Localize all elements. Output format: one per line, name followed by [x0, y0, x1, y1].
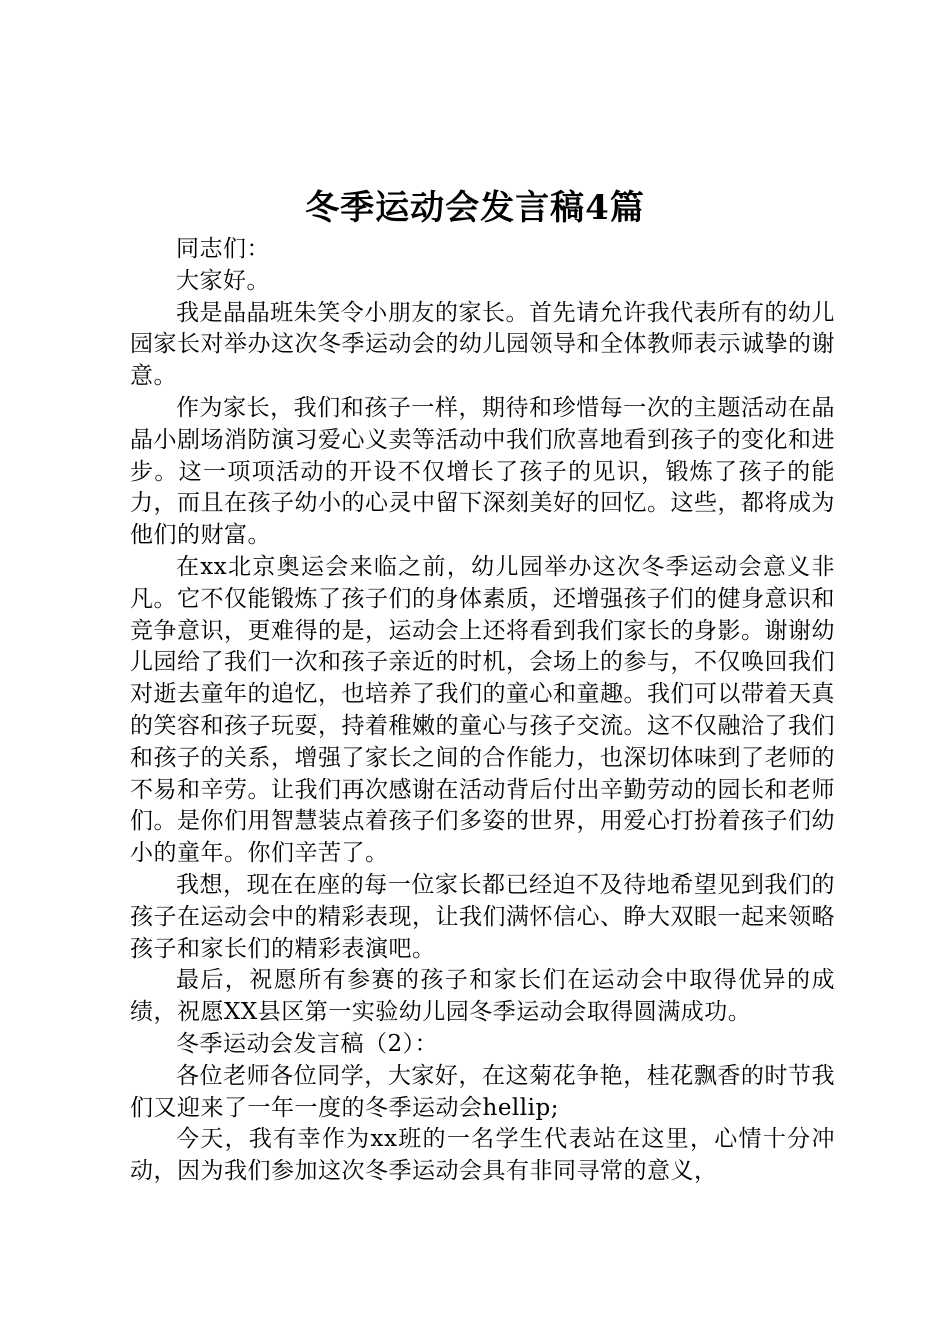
paragraph-parents: 作为家长，我们和孩子一样，期待和珍惜每一次的主题活动在晶晶小剧场消防演习爱心义卖等活动中我们欣喜地看到孩子的变化和进步。这一项项活动的开设不仅增长了孩子的见识，锻炼了孩子的能力，而且在孩子幼小的心灵中留下深刻美好的回忆。这些，都将成为他们的财富。 [130, 394, 835, 549]
paragraph-intro: 我是晶晶班朱笑令小朋友的家长。首先请允许我代表所有的幼儿园家长对举办这次冬季运动会的幼儿园领导和全体教师表示诚挚的谢意。 [130, 299, 835, 390]
paragraph-hello: 大家好。 [176, 267, 270, 294]
document-title: 冬季运动会发言稿4篇 [305, 188, 645, 228]
paragraph-today: 今天，我有幸作为xx班的一名学生代表站在这里，心情十分冲动，因为我们参加这次冬季运动会具有非同寻常的意义， [130, 1126, 835, 1185]
paragraph-expectation: 我想，现在在座的每一位家长都已经迫不及待地希望见到我们的孩子在运动会中的精彩表现，让我们满怀信心、睁大双眼一起来领略孩子和家长们的精彩表演吧。 [130, 871, 835, 962]
paragraph-wishes: 最后，祝愿所有参赛的孩子和家长们在运动会中取得优异的成绩，祝愿XX县区第一实验幼儿园冬季运动会取得圆满成功。 [130, 967, 835, 1026]
paragraph-teachers: 各位老师各位同学，大家好，在这菊花争艳，桂花飘香的时节我们又迎来了一年一度的冬季运动会hellip; [130, 1062, 835, 1121]
document-body [130, 234, 835, 1188]
paragraph-section-heading: 冬季运动会发言稿（2）： [176, 1030, 439, 1057]
paragraph-greeting: 同志们： [176, 236, 270, 262]
paragraph-olympics: 在xx北京奥运会来临之前，幼儿园举办这次冬季运动会意义非凡。它不仅能锻炼了孩子们的身体素质，还增强孩子们的健身意识和竞争意识，更难得的是，运动会上还将看到我们家长的身影。谢谢幼儿园给了我们一次和孩子亲近的时机，会场上的参与，不仅唤回我们对逝去童年的追忆，也培养了我们的童心和童趣。我们可以带着天真的笑容和孩子玩耍，持着稚嫩的童心与孩子交流。这不仅融洽了我们和孩子的关系，增强了家长之间的合作能力，也深切体味到了老师的不易和辛劳。让我们再次感谢在活动背后付出辛勤劳动的园长和老师们。是你们用智慧装点着孩子们多姿的世界，用爱心打扮着孩子们幼小的童年。你们辛苦了。 [130, 553, 835, 867]
